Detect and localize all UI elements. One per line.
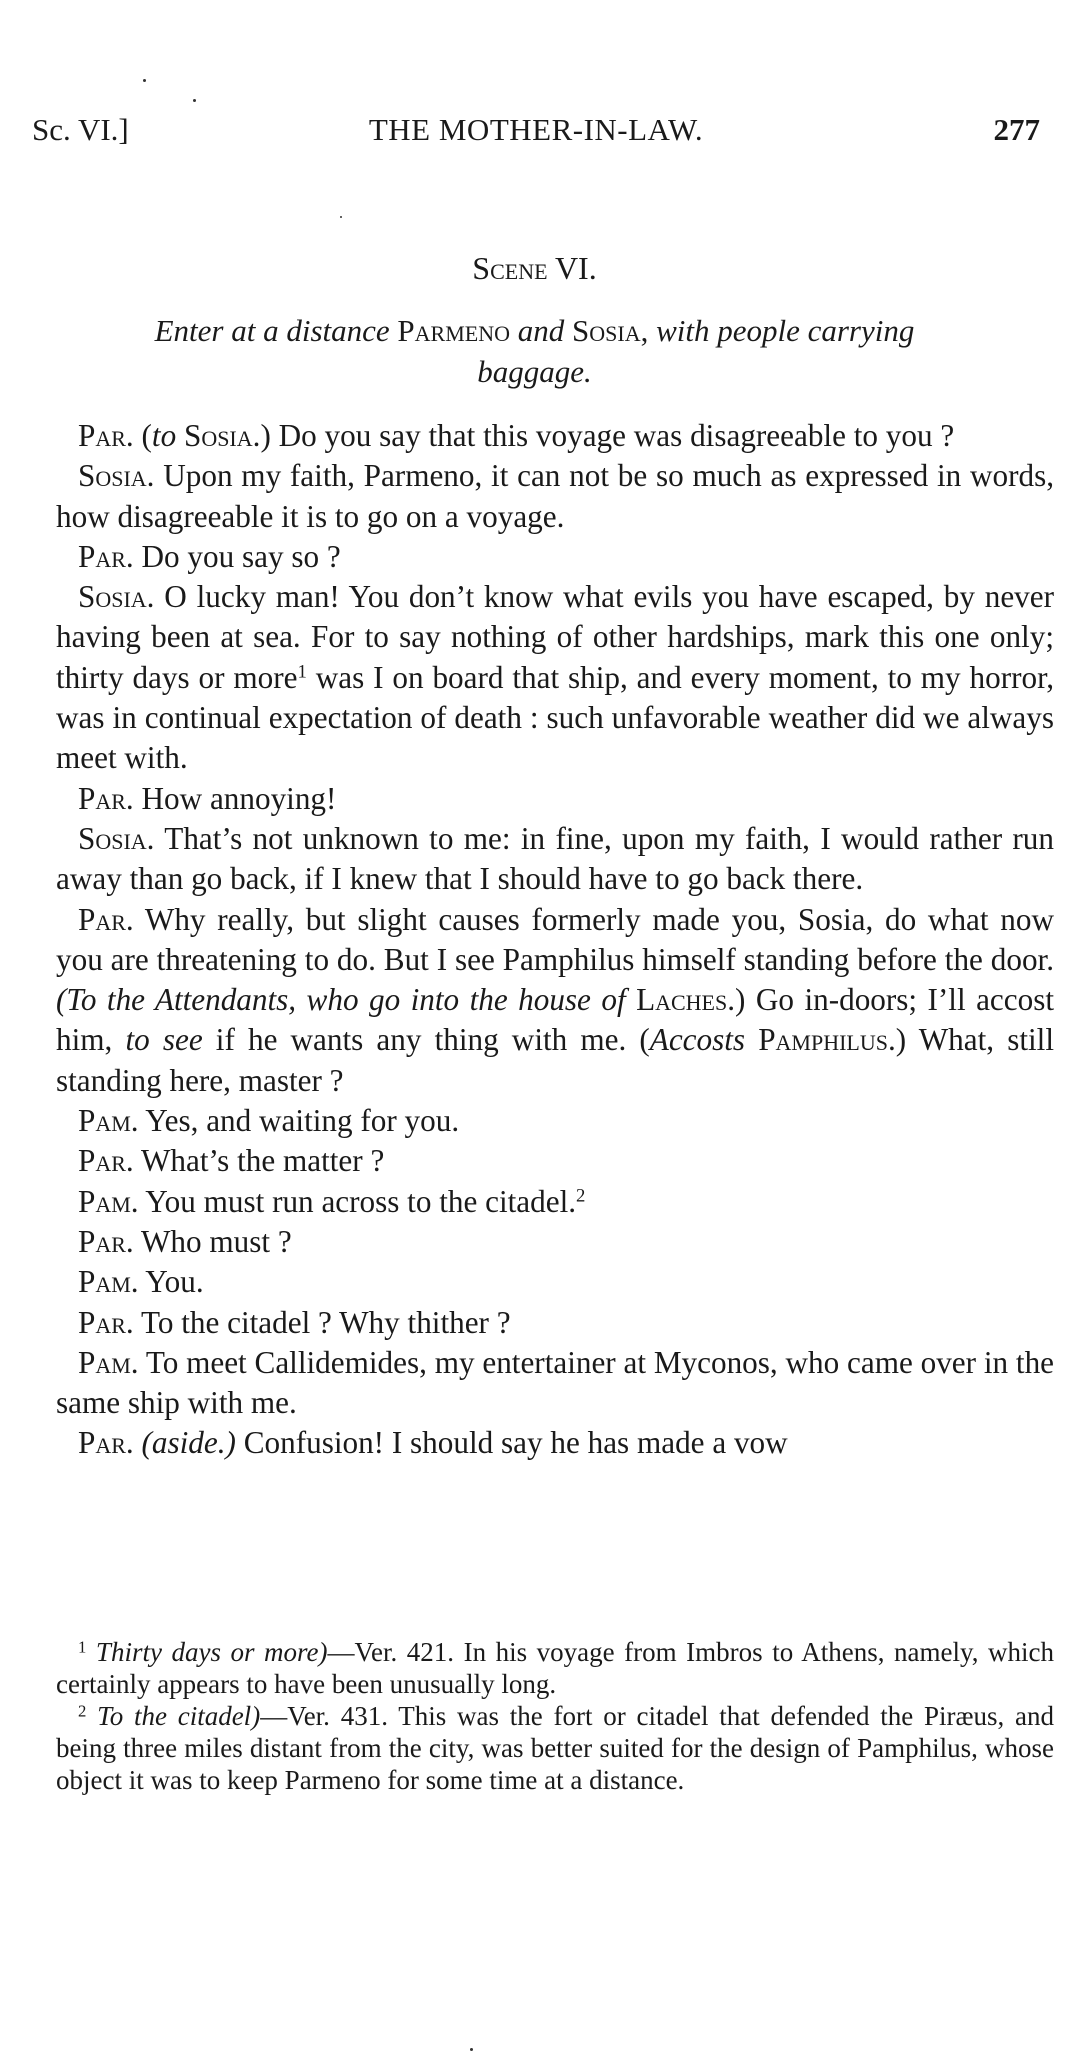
speech-text: Confusion! I should say he has made a vow bbox=[243, 1425, 788, 1461]
speaker-name: Par. bbox=[78, 418, 134, 453]
ink-speck bbox=[340, 216, 342, 218]
speech-text: Do you say that this voyage was disagreeable to you ? bbox=[278, 418, 955, 453]
speech-text: Do you say so ? bbox=[141, 538, 341, 574]
stage-sosia: Sosia, bbox=[572, 313, 649, 348]
speech-paragraph bbox=[34, 1262, 1054, 1302]
speech-paragraph bbox=[34, 1101, 1054, 1141]
ink-speck bbox=[143, 79, 146, 82]
footnote-mark: 1 bbox=[78, 1637, 87, 1657]
speech-text: You must run across to the citadel. bbox=[145, 1183, 577, 1219]
speech-text: was I on board that ship, and every moment, to my horror, was in continual expectation of death : such unfavorable weather did we always meet with. bbox=[56, 659, 1055, 776]
footnote-mark: 2 bbox=[78, 1701, 87, 1721]
speech-text: That’s not unknown to me: in fine, upon my faith, I would rather run away than go back, if I knew that I should have to go back there. bbox=[56, 820, 1054, 897]
speaker-name: Par. bbox=[78, 780, 134, 816]
speaker-name: Par. bbox=[78, 901, 134, 937]
footnote-ref-text: To the citadel) bbox=[97, 1701, 261, 1731]
footnote bbox=[56, 1636, 1054, 1700]
speech-text: Yes, and waiting for you. bbox=[145, 1103, 460, 1139]
header-title: THE MOTHER-IN-LAW. bbox=[368, 112, 704, 147]
speech-text: How annoying! bbox=[141, 780, 337, 816]
speech-paragraph bbox=[34, 779, 1054, 819]
ink-speck bbox=[470, 2048, 473, 2051]
speaker-name: Pam. bbox=[78, 1103, 139, 1139]
speaker-name: Par. bbox=[78, 1304, 134, 1340]
stage-aside: to bbox=[151, 418, 177, 453]
speech-paragraph bbox=[34, 1343, 1054, 1424]
stage-name: Pamphilus. bbox=[758, 1022, 896, 1058]
scene-title-text: Scene VI. bbox=[472, 250, 597, 286]
speech-paragraph bbox=[34, 1303, 1054, 1343]
speaker-name: Pam. bbox=[78, 1344, 139, 1380]
speech-text: To meet Callidemides, my entertainer at Myconos, who came over in the same ship with me. bbox=[56, 1344, 1055, 1421]
speech-paragraph: Par. Why really, but slight causes formerly made you, Sosia, do what now you are threatening to do. But I see Pamphilus himself standing before the door. (To the Attendants, who go into the house of Laches.) Go in-doors; I’ll accost him, to see if he wants any thing with me. (Accosts Pamphilus.) What, still standing here, master ? bbox=[56, 901, 1055, 1098]
stage-aside: (aside.) bbox=[141, 1425, 236, 1461]
speech-text: Why really, but slight causes formerly made you, Sosia, do what now you are threatening to do. But I see Pamphilus himself standing before the door. bbox=[56, 901, 1054, 977]
speaker-name: Sosia. bbox=[78, 579, 155, 615]
speech-text: O lucky man! You don’t know what evils you have escaped, by never having been at sea. For to say nothing of other hardships, mark this one only; thirty days or more bbox=[56, 579, 1054, 695]
speech-text: Upon my faith, Parmeno, it can not be so much as expressed in words, how disagreeable it is to go on a voyage. bbox=[56, 458, 1055, 534]
speech-text: You. bbox=[145, 1264, 204, 1300]
stage-enter: Enter at a distance bbox=[154, 313, 390, 348]
speaker-name: Par. bbox=[78, 1425, 134, 1461]
speech-text: Who must ? bbox=[140, 1223, 292, 1259]
speaker-name: Par. bbox=[78, 1143, 134, 1179]
footnote-text: —Ver. 431. This was the fort or citadel that defended the Piræus, and being three miles distant from the city, was better suited for the design of Pamphilus, whose object it was to keep Parmeno for some time at a distance. bbox=[56, 1701, 1054, 1795]
speech-paragraph: Par. (to Sosia.) Do you say that this voyage was disagreeable to you ? bbox=[78, 418, 955, 453]
ink-speck bbox=[193, 99, 196, 102]
running-header bbox=[32, 108, 1040, 152]
stage-direction bbox=[100, 310, 969, 392]
speech-paragraph bbox=[34, 1141, 1054, 1181]
speech-text: What, still standing here, master ? bbox=[56, 1022, 1055, 1098]
speech-paragraph bbox=[34, 456, 1054, 537]
speech-paragraph bbox=[34, 577, 1054, 778]
footnote-ref: 1 bbox=[297, 661, 307, 683]
speaker-name: Sosia. bbox=[78, 820, 155, 856]
scene-title bbox=[0, 246, 1069, 290]
stage-parmeno: Parmeno bbox=[397, 313, 510, 348]
speaker-name: Par. bbox=[78, 538, 134, 574]
stage-name: Laches. bbox=[636, 982, 736, 1018]
speech-text: Go in-doors; I’ll accost him, bbox=[56, 982, 1054, 1058]
speech-text: What’s the matter ? bbox=[140, 1143, 385, 1179]
footnote-ref-text: Thirty days or more) bbox=[95, 1637, 328, 1667]
footnotes bbox=[56, 1636, 1054, 1796]
speech-text: if he wants any thing with me. bbox=[215, 1022, 627, 1058]
speech-paragraph bbox=[34, 1182, 1054, 1222]
footnote-text: —Ver. 421. In his voyage from Imbros to Athens, namely, which certainly appears to have been unusually long. bbox=[56, 1637, 1054, 1699]
stage-direction-inline: Accosts bbox=[649, 1022, 746, 1058]
speech-paragraph bbox=[34, 1222, 1054, 1262]
speech-paragraph bbox=[34, 537, 1054, 577]
speech-paragraph bbox=[34, 819, 1054, 900]
dialogue-body bbox=[34, 416, 1054, 1464]
stage-direction-inline: to see bbox=[125, 1022, 203, 1058]
footnote-ref: 2 bbox=[576, 1185, 586, 1207]
page-number: 277 bbox=[993, 112, 1040, 147]
speaker-name: Pam. bbox=[78, 1183, 139, 1219]
speaker-name: Pam. bbox=[78, 1264, 139, 1300]
stage-and: and bbox=[517, 313, 565, 348]
header-section: Sc. VI.] bbox=[32, 112, 129, 147]
speech-paragraph bbox=[34, 1423, 1054, 1463]
aside-name: Sosia. bbox=[183, 418, 261, 453]
speaker-name: Sosia. bbox=[78, 458, 155, 494]
footnote bbox=[56, 1700, 1054, 1796]
stage-direction-inline: (To the Attendants, who go into the house of bbox=[56, 982, 626, 1018]
stage-rest: with people carrying baggage. bbox=[477, 313, 915, 389]
speaker-name: Par. bbox=[78, 1223, 134, 1259]
speech-text: To the citadel ? Why thither ? bbox=[140, 1304, 511, 1340]
